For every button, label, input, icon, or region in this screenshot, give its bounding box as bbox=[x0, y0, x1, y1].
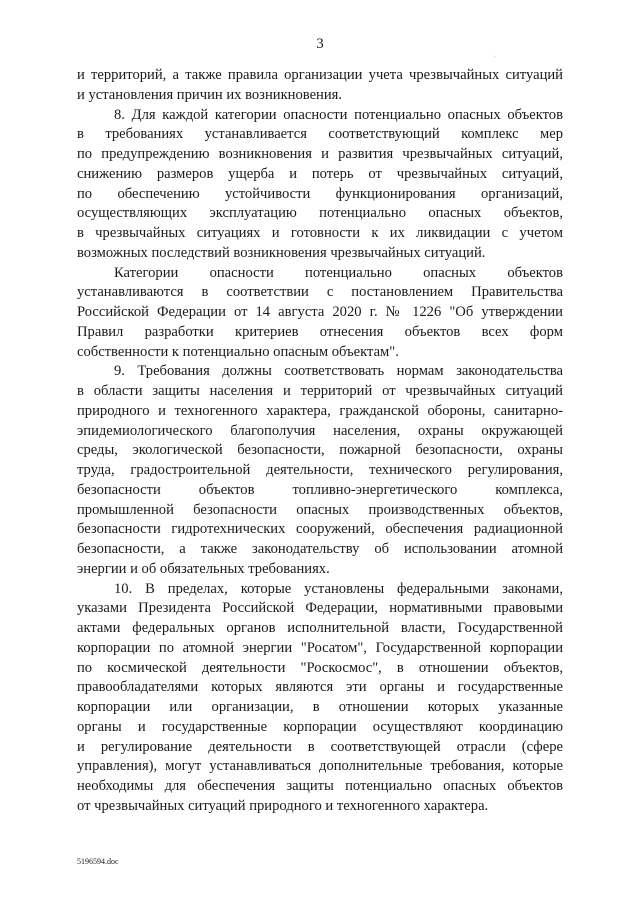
text-line: осуществляющих эксплуатацию потенциально опасных объектов, bbox=[77, 205, 563, 222]
paragraph bbox=[77, 264, 563, 363]
document-body bbox=[77, 66, 563, 817]
text-line: среды, экологической безопасности, пожарной безопасности, охраны bbox=[77, 442, 563, 459]
text-line: и установления причин их возникновения. bbox=[77, 86, 343, 103]
text-line: корпорации по атомной энергии "Росатом", Государственной корпорации bbox=[77, 639, 563, 656]
paragraph bbox=[77, 66, 563, 106]
text-line: правообладателями которых являются эти органы и государственные bbox=[77, 679, 563, 696]
text-line: органы и государственные корпорации осуществляют координацию bbox=[77, 718, 563, 735]
text-line: в чрезвычайных ситуациях и готовности к их ликвидации с учетом bbox=[77, 225, 563, 241]
text-line: 10. В пределах, которые установлены федеральными законами, bbox=[114, 580, 563, 597]
text-line: по космической деятельности "Роскосмос", в отношении объектов, bbox=[77, 659, 563, 676]
text-line: Категории опасности потенциально опасных объектов bbox=[114, 264, 563, 281]
text-line: безопасности объектов топливно-энергетического комплекса, bbox=[77, 481, 563, 498]
paragraph bbox=[77, 362, 563, 579]
text-line: эпидемиологического благополучия населения, охраны окружающей bbox=[77, 422, 563, 439]
text-line: безопасности гидротехнических сооружений, обеспечения радиационной bbox=[77, 521, 563, 538]
text-line: указами Президента Российской Федерации, нормативными правовыми bbox=[77, 600, 563, 617]
file-name-footer: 5196594.doc bbox=[77, 857, 119, 866]
scan-mark: · bbox=[494, 54, 496, 60]
text-line: снижению размеров ущерба и потерь от чрезвычайных ситуаций, bbox=[77, 165, 563, 182]
text-line: управления), могут устанавливаться дополнительные требования, которые bbox=[77, 758, 563, 775]
text-line: безопасности, а также законодательству об использовании атомной bbox=[77, 541, 563, 557]
text-line: в области защиты населения и территорий от чрезвычайных ситуаций bbox=[77, 383, 563, 399]
text-line: собственности к потенциально опасным объектам". bbox=[77, 343, 399, 360]
text-line: устанавливаются в соответствии с постановлением Правительства bbox=[77, 284, 563, 301]
text-line: возможных последствий возникновения чрезвычайных ситуаций. bbox=[77, 244, 486, 261]
text-line: природного и техногенного характера, гражданской обороны, санитарно- bbox=[77, 402, 563, 419]
text-line: необходимы для обеспечения защиты потенциально опасных объектов bbox=[77, 778, 563, 794]
text-line: труда, градостроительной деятельности, технического регулирования, bbox=[77, 462, 563, 478]
text-line: от чрезвычайных ситуаций природного и техногенного характера. bbox=[77, 797, 489, 814]
paragraph bbox=[77, 580, 563, 817]
text-line: по предупреждению возникновения и развития чрезвычайных ситуаций, bbox=[77, 146, 563, 162]
text-line: 8. Для каждой категории опасности потенциально опасных объектов bbox=[114, 106, 563, 123]
text-line: Правил разработки критериев отнесения объектов всех форм bbox=[77, 323, 563, 340]
text-line: 9. Требования должны соответствовать нормам законодательства bbox=[114, 363, 563, 380]
text-line: актами федеральных органов исполнительной власти, Государственной bbox=[77, 620, 563, 636]
text-line: промышленной безопасности опасных производственных объектов, bbox=[77, 501, 563, 518]
text-line: по обеспечению устойчивости функционирования организаций, bbox=[77, 185, 563, 202]
text-line: и территорий, а также правила организации учета чрезвычайных ситуаций bbox=[77, 67, 563, 83]
text-line: энергии и об обязательных требованиях. bbox=[77, 560, 330, 577]
text-line: в требованиях устанавливается соответствующий комплекс мер bbox=[77, 126, 563, 143]
text-line: Российской Федерации от 14 августа 2020 г. № 1226 "Об утверждении bbox=[77, 304, 563, 320]
paragraph bbox=[77, 106, 563, 264]
text-line: и регулирование деятельности в соответствующей отрасли (сфере bbox=[77, 738, 563, 755]
text-line: корпорации или организации, в отношении которых указанные bbox=[77, 699, 563, 715]
page-number: 3 bbox=[316, 36, 324, 52]
